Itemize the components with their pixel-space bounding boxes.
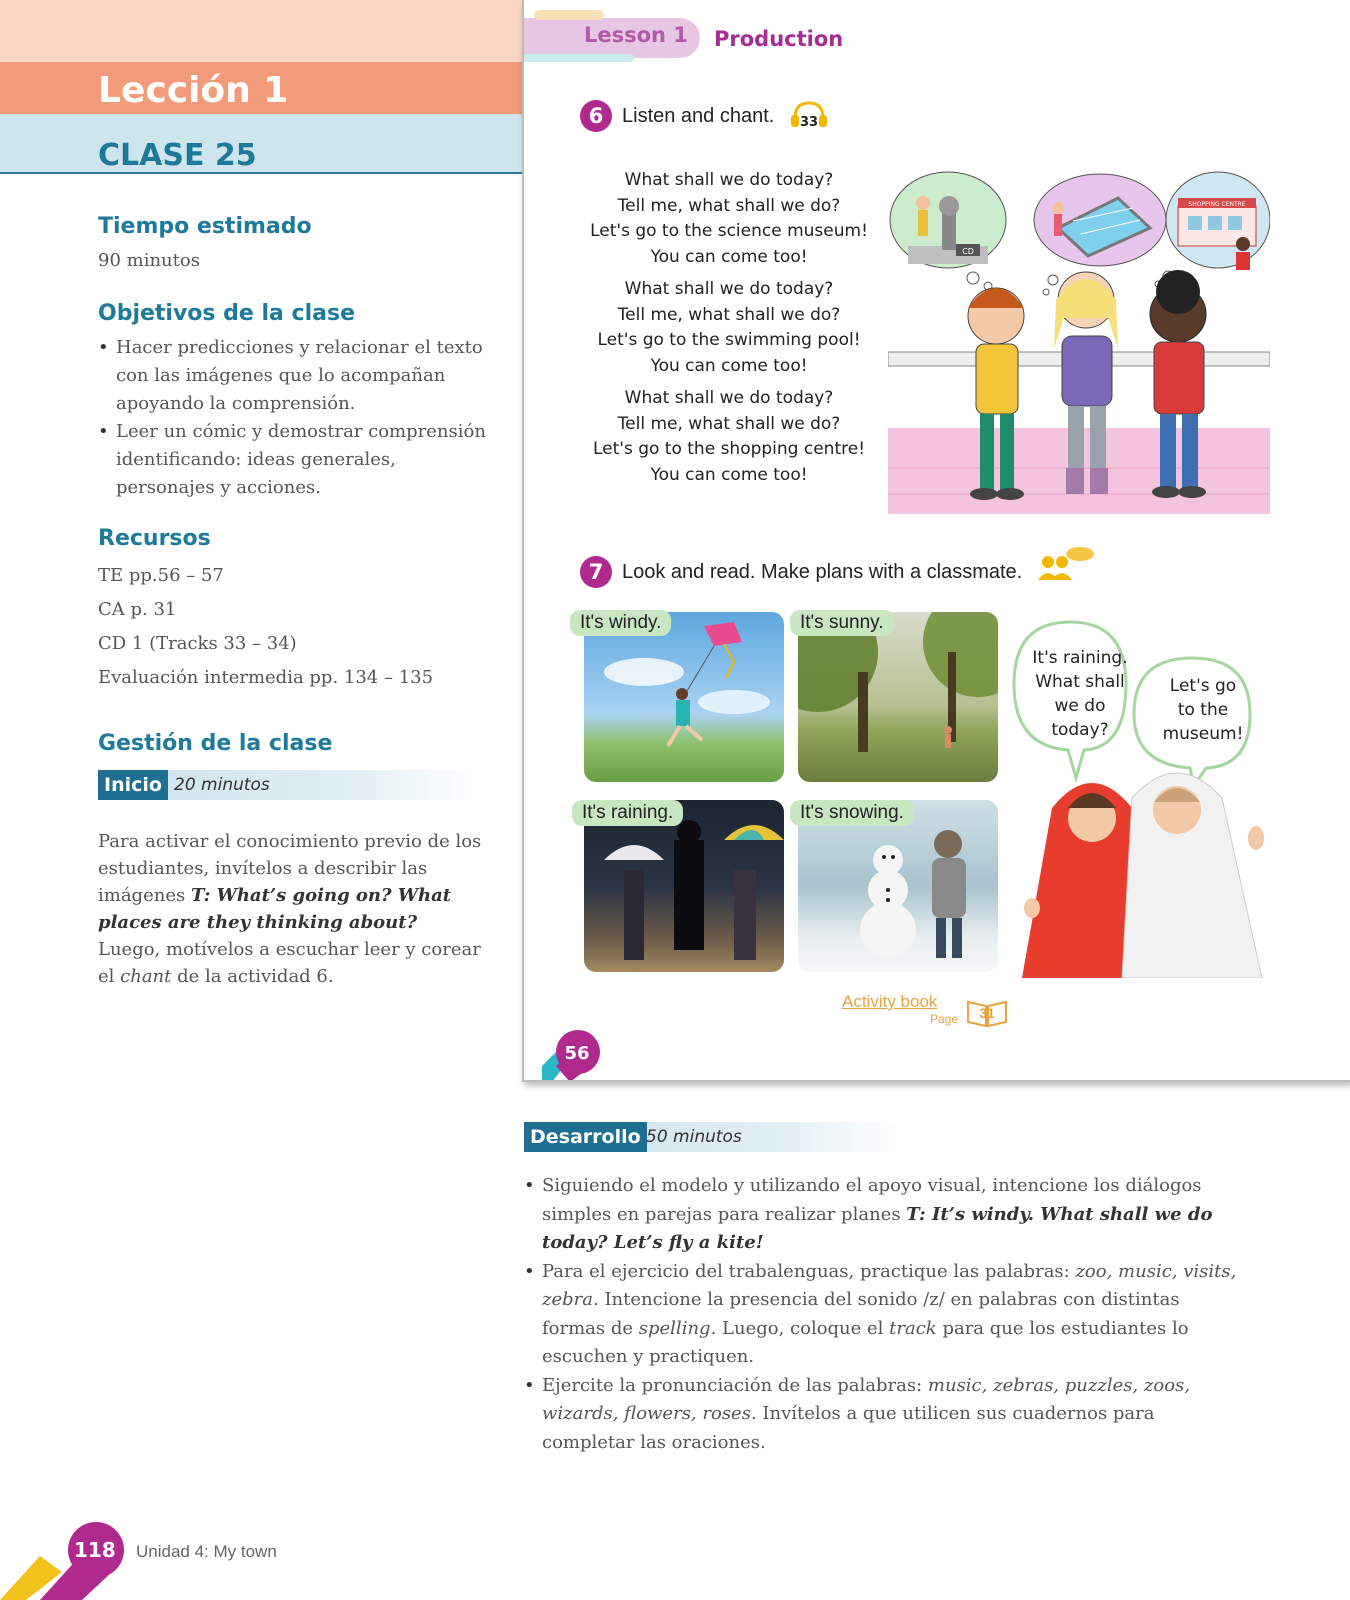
track-number: 33 (799, 115, 819, 130)
inicio-time: 20 minutos (174, 775, 270, 795)
desarrollo-section (524, 1122, 904, 1152)
bubble-line: to the (1177, 700, 1229, 720)
inicio-paragraph (98, 828, 483, 990)
footer-page-number: 118 (74, 1538, 116, 1562)
desarrollo-item (524, 1372, 1244, 1458)
book-page-number: 56 (564, 1043, 590, 1064)
tiempo-heading: Tiempo estimado (98, 214, 312, 239)
desarrollo-time: 50 minutos (646, 1127, 742, 1147)
desarrollo-text: Luego, coloque el (716, 1317, 890, 1339)
pair-work-icon (1034, 546, 1094, 582)
chant-line: You can come too! (650, 355, 808, 376)
chant-stanza (554, 386, 904, 488)
desarrollo-item (524, 1172, 1244, 1258)
objetivo-item: • Hacer predicciones y relacionar el texto con las imágenes que lo acompañan apoyando la comprensión. (98, 334, 498, 418)
desarrollo-list (524, 1172, 1244, 1457)
inicio-text: Para activar el conocimiento previo de los estudiantes, invítelos a describir las imágenes (98, 831, 482, 906)
student-book-page (522, 0, 1350, 1082)
chant-line: What shall we do today? (624, 279, 834, 299)
header-band-blue (0, 114, 522, 174)
chant-line: Tell me, what shall we do? (617, 195, 841, 216)
left-column (98, 214, 498, 990)
chant-line: You can come too! (650, 464, 808, 485)
inicio-prompt: T: What’s going on? What places are they thinking about? (98, 885, 452, 933)
inicio-italic: chant (120, 966, 172, 987)
chant-line: What shall we do today? (624, 388, 834, 408)
park-trees-illustration (798, 612, 998, 782)
chant-line: Let's go to the shopping centre! (592, 439, 866, 459)
chant-text (554, 168, 904, 495)
photo-sunny (798, 612, 998, 782)
caption-sunny: It's sunny. (790, 610, 894, 636)
bubble-line: museum! (1162, 724, 1244, 744)
inicio-text: de la actividad 6. (171, 966, 334, 987)
activity-6-number: 6 (580, 100, 612, 132)
gestion-heading: Gestión de la clase (98, 731, 333, 756)
page-number-badge (542, 1026, 600, 1082)
book-section-label: Production (714, 27, 844, 51)
recurso-item: CD 1 (Tracks 33 – 34) (98, 633, 297, 654)
chant-stanza (554, 168, 904, 270)
inicio-label: Inicio (98, 770, 168, 800)
tiempo-value: 90 minutos (98, 250, 200, 271)
bubble-line: we do (1054, 696, 1106, 716)
activity-6-title: Listen and chant. (622, 105, 775, 127)
header-band-peach (0, 0, 522, 62)
headphones-icon (790, 100, 828, 130)
activity-7-title: Look and read. Make plans with a classmate. (622, 561, 1023, 583)
chant-illustration (888, 168, 1270, 514)
objetivo-item: • Leer un cómic y demostrar comprensión identificando: ideas generales, personajes y acciones. (98, 418, 498, 502)
caption-snowing: It's snowing. (790, 800, 914, 826)
recursos-heading: Recursos (98, 526, 211, 551)
lesson-pill-stripe (524, 54, 634, 62)
desarrollo-bar (524, 1122, 904, 1152)
bubble-line: It's raining. (1032, 648, 1128, 668)
desarrollo-italic: music, zebras, puzzles, zoos, wizards, flowers, roses (542, 1374, 1191, 1424)
raincoat-kids-illustration (1012, 758, 1282, 978)
recurso-item: CA p. 31 (98, 599, 177, 620)
caption-windy: It's windy. (570, 610, 671, 636)
inicio-text: Luego, motívelos a escuchar leer y corear el (98, 939, 481, 987)
chant-line: Let's go to the swimming pool! (597, 330, 861, 350)
kite-girl-illustration (584, 612, 784, 782)
activity-7-number: 7 (580, 556, 612, 588)
recurso-item: TE pp.56 – 57 (98, 565, 224, 586)
open-book-icon (966, 996, 1008, 1028)
chant-line: Let's go to the science museum! (590, 221, 868, 241)
chant-line: Tell me, what shall we do? (617, 413, 841, 434)
caption-raining: It's raining. (572, 800, 683, 826)
chant-line: What shall we do today? (624, 170, 834, 190)
objetivos-heading: Objetivos de la clase (98, 301, 355, 326)
footer-unit-label: Unidad 4: My town (136, 1542, 277, 1561)
book-lesson-label: Lesson 1 (584, 23, 688, 47)
desarrollo-item (524, 1258, 1244, 1372)
desarrollo-label: Desarrollo (524, 1122, 647, 1152)
inicio-bar (98, 770, 478, 800)
bubble-line: today? (1051, 720, 1109, 740)
shop-sign: SHOPPING CENTRE (1188, 201, 1246, 208)
activity-page-label: Page (930, 1012, 959, 1026)
chant-line: You can come too! (650, 246, 808, 267)
desarrollo-text: Intencione la presencia del sonido /z/ en palabras con distintas formas de (542, 1289, 1180, 1339)
desarrollo-italic: zoo, music, visits, zebra. (542, 1260, 1237, 1310)
cd-label: CD (962, 247, 974, 256)
objetivos-list (98, 334, 498, 502)
speech-left-text (1020, 646, 1140, 742)
lesson-title: Lección 1 (98, 70, 289, 111)
desarrollo-italic: spelling. (638, 1317, 717, 1339)
desarrollo-text: para que los estudiantes lo escuchen y practiquen. (542, 1317, 1189, 1367)
lesson-pill-accent (534, 10, 604, 20)
bubble-line: Let's go (1169, 676, 1237, 696)
activity-page-number: 31 (979, 1005, 995, 1021)
speech-right-text (1148, 674, 1258, 746)
desarrollo-text: Siguiendo el modelo y utilizando el apoyo visual, intencione los diálogos simples en parejas para realizar planes (542, 1175, 1202, 1225)
activity-book-link[interactable]: Activity book (842, 992, 938, 1011)
desarrollo-text: Ejercite la pronunciación de las palabras: (542, 1374, 928, 1396)
desarrollo-prompt: T: It’s windy. What shall we do today? Let’s fly a kite! (542, 1203, 1213, 1253)
chant-stanza (554, 277, 904, 379)
photo-windy (584, 612, 784, 782)
desarrollo-text: Para el ejercicio del trabalenguas, practique las palabras: (542, 1260, 1076, 1282)
desarrollo-italic: track (889, 1317, 937, 1339)
recurso-item: Evaluación intermedia pp. 134 – 135 (98, 667, 434, 688)
chant-line: Tell me, what shall we do? (617, 304, 841, 325)
desarrollo-text: . Invítelos a que utilicen sus cuadernos para completar las oraciones. (542, 1403, 1155, 1453)
bubble-line: What shall (1035, 672, 1125, 692)
class-title: CLASE 25 (98, 138, 257, 173)
